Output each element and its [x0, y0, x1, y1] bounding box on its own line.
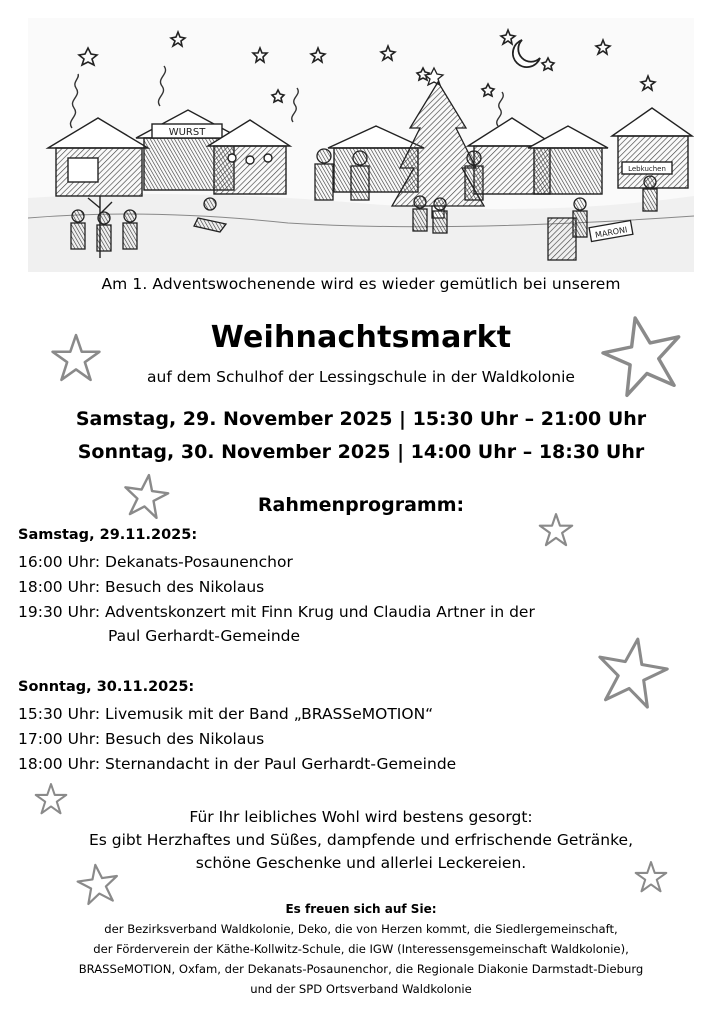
program-item — [18, 553, 293, 571]
star-icon — [76, 862, 120, 906]
christmas-market-illustration — [28, 18, 694, 272]
catering-line: schöne Geschenke und allerlei Leckereien. — [195, 854, 527, 872]
page-title: Weihnachtsmarkt — [210, 320, 512, 355]
program-text: Dekanats-Posaunenchor — [105, 553, 293, 571]
program-text: Adventskonzert mit Finn Krug und Claudia Artner in der — [105, 603, 535, 621]
partners-line: BRASSeMOTION, Oxfam, der Dekanats-Posaunenchor, die Regionale Diakonie Darmstadt-Dieburg — [78, 962, 644, 976]
catering-line: Es gibt Herzhaftes und Süßes, dampfende und erfrischende Getränke, — [88, 831, 634, 849]
partners-line: der Förderverein der Käthe-Kollwitz-Schule, die IGW (Interessensgemeinschaft Waldkolonie), — [93, 942, 629, 956]
date-sunday: Sonntag, 30. November 2025 | 14:00 Uhr – 18:30 Uhr — [77, 441, 645, 463]
partners-line: der Bezirksverband Waldkolonie, Deko, die von Herzen kommt, die Siedlergemeinschaft, — [104, 922, 618, 936]
star-icon — [600, 312, 686, 398]
star-icon — [634, 860, 668, 894]
program-day-saturday: Samstag, 29.11.2025: — [18, 527, 198, 543]
sign-maroni: MARONI — [594, 225, 629, 240]
location-subtitle: auf dem Schulhof der Lessingschule in der Waldkolonie — [147, 368, 575, 386]
star-icon — [50, 332, 102, 384]
star-icon — [538, 512, 574, 548]
sign-wurst: WURST — [168, 127, 206, 138]
program-text: Livemusik mit der Band „BRASSeMOTION“ — [105, 705, 434, 723]
program-text-continuation: Paul Gerhardt-Gemeinde — [108, 627, 301, 645]
intro-text: Am 1. Adventswochenende wird es wieder gemütlich bei unserem — [101, 275, 621, 293]
star-icon — [594, 634, 670, 710]
program-heading: Rahmenprogramm: — [257, 494, 465, 516]
partners-heading: Es freuen sich auf Sie: — [285, 902, 437, 916]
catering-line: Für Ihr leibliches Wohl wird bestens gesorgt: — [189, 808, 533, 826]
program-day-sunday: Sonntag, 30.11.2025: — [18, 679, 195, 695]
program-item — [18, 578, 264, 596]
program-time: 15:30 Uhr: — [18, 705, 101, 723]
program-time: 16:00 Uhr: — [18, 553, 101, 571]
program-item — [18, 603, 535, 621]
date-saturday: Samstag, 29. November 2025 | 15:30 Uhr – 21:00 Uhr — [75, 408, 647, 430]
sign-lebkuchen: Lebkuchen — [628, 165, 666, 173]
program-text: Besuch des Nikolaus — [105, 730, 265, 748]
star-icon — [122, 472, 170, 520]
program-time: 17:00 Uhr: — [18, 730, 101, 748]
program-text: Besuch des Nikolaus — [105, 578, 265, 596]
program-text: Sternandacht in der Paul Gerhardt-Gemeinde — [105, 755, 457, 773]
program-time: 18:00 Uhr: — [18, 755, 101, 773]
star-icon — [34, 782, 68, 816]
program-item — [18, 755, 456, 773]
partners-line: und der SPD Ortsverband Waldkolonie — [250, 982, 472, 996]
program-time: 18:00 Uhr: — [18, 578, 101, 596]
program-item — [18, 730, 264, 748]
program-time: 19:30 Uhr: — [18, 603, 101, 621]
program-item — [18, 705, 433, 723]
